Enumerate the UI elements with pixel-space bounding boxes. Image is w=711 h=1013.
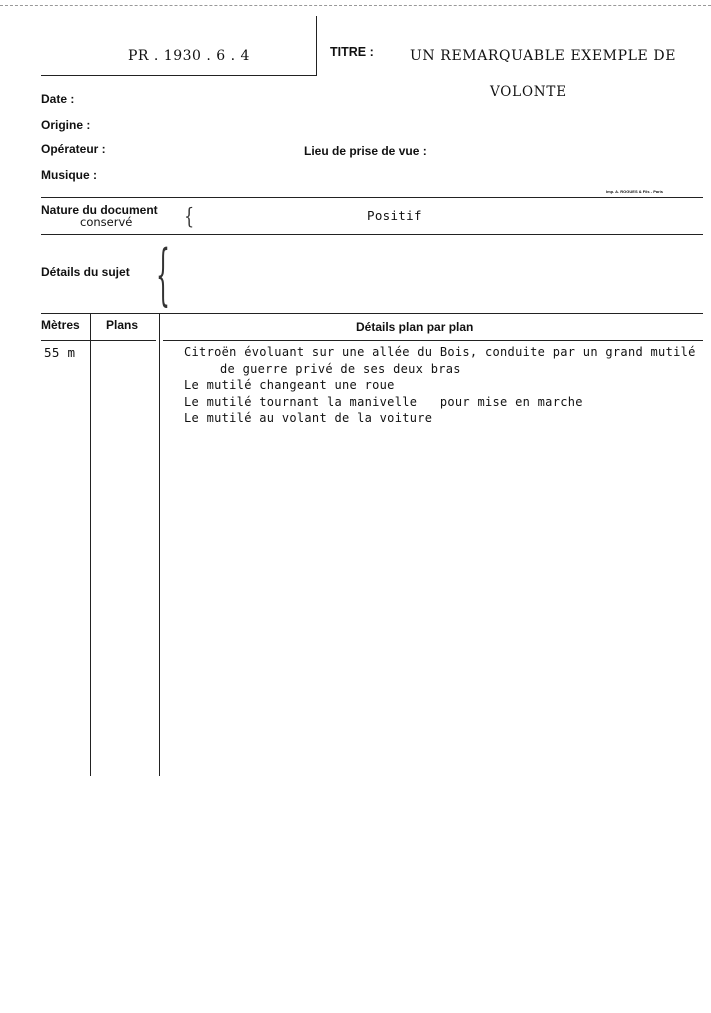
reference-number: PR . 1930 . 6 . 4 [128, 48, 250, 64]
title-label: TITRE : [330, 45, 374, 59]
detail-line-1: Citroën évoluant sur une allée du Bois, conduite par un grand mutilé [184, 345, 696, 359]
operateur-label: Opérateur : [41, 142, 106, 156]
nature-label-line1: Nature du document [41, 203, 158, 217]
col-details-header: Détails plan par plan [356, 320, 474, 334]
details-sujet-label: Détails du sujet [41, 265, 130, 279]
col-divider-1 [90, 313, 91, 776]
header-underline-details [163, 340, 703, 341]
top-edge-line [0, 5, 711, 6]
title-line-1: UN REMARQUABLE EXEMPLE DE [410, 48, 677, 64]
header-divider [316, 16, 317, 76]
details-sujet-brace: { [156, 240, 170, 315]
origine-label: Origine : [41, 118, 91, 132]
col-plans-header: Plans [106, 318, 139, 332]
lieu-label: Lieu de prise de vue : [304, 144, 427, 158]
rule-above-table [41, 313, 703, 314]
nature-brace: { [184, 203, 195, 230]
printer-credit: Imp. A. ROGUES & Fils - Paris [606, 189, 663, 194]
nature-value: Positif [367, 208, 422, 223]
rule-above-nature [41, 197, 703, 198]
rule-below-nature [41, 234, 703, 235]
detail-line-3: Le mutilé changeant une roue [184, 378, 395, 392]
header-underline-metres [41, 340, 156, 341]
metres-value: 55 m [44, 345, 76, 360]
col-metres-header: Mètres [41, 318, 80, 332]
detail-line-2: de guerre privé de ses deux bras [220, 362, 461, 376]
header-bottom-rule [41, 75, 317, 76]
musique-label: Musique : [41, 168, 97, 182]
col-divider-2 [159, 313, 160, 776]
detail-line-4: Le mutilé tournant la manivelle pour mise en marche [184, 395, 583, 409]
date-label: Date : [41, 92, 75, 106]
nature-label-line2: conservé [80, 215, 133, 229]
detail-line-5: Le mutilé au volant de la voiture [184, 411, 433, 425]
title-line-2: VOLONTE [490, 84, 567, 100]
